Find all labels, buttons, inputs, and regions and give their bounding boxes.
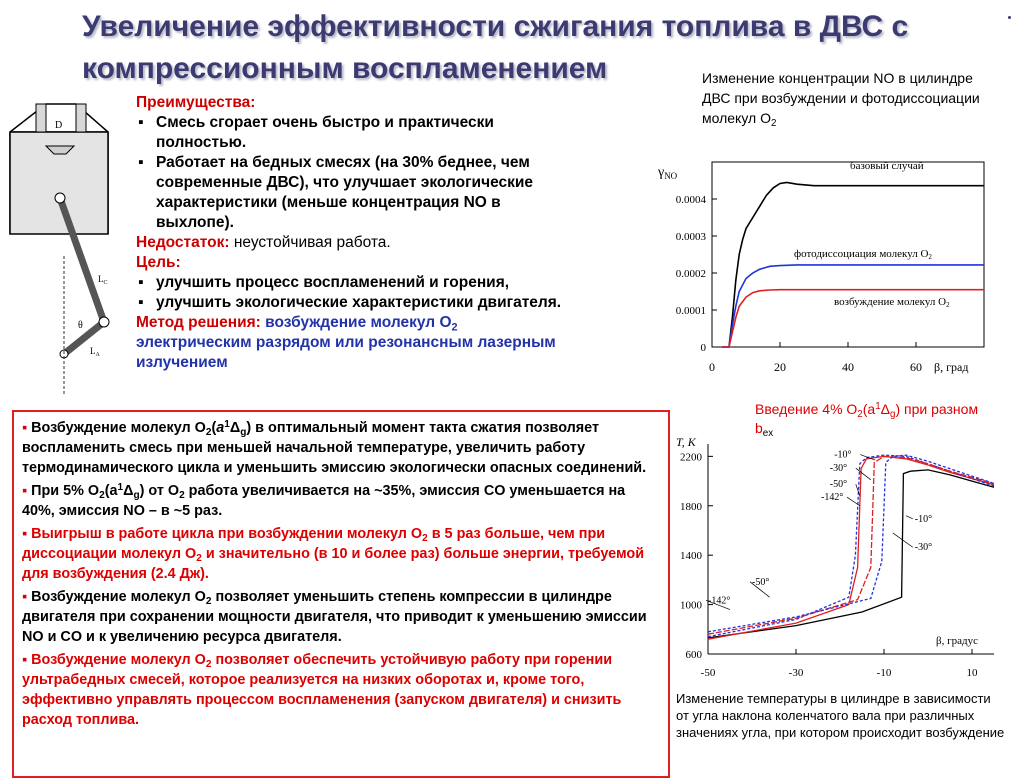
benefit-5: ▪ Возбуждение молекул $O_2$ позволяет обеспечить устойчивую работу при горении ультрабедных смесей, которое реализуется на низких оборотах и, кроме того, эффективно управлять процессом воспламенения (запуском двигателя) и снизить расход топлива. [22, 652, 622, 728]
annotation-label: -30° [829, 463, 848, 475]
benefit-2: ▪ При 5% $O_2(a^1\Delta_g)$ от $O_2$ работа увеличивается на ~35%, эмиссия CO уменьшается на 40%, эмиссия NO – в ~5 раз. [22, 481, 626, 519]
series-line [708, 456, 994, 639]
annotation-label: -30° [914, 542, 933, 554]
engine-schematic [2, 96, 132, 396]
annotation-label: -50° [752, 576, 770, 588]
label-d: D [55, 120, 63, 131]
x-tick-label: -10 [876, 667, 892, 679]
y-tick-label: 0.0001 [675, 305, 706, 317]
x-tick-label: 10 [966, 667, 978, 679]
decor-dot [1008, 16, 1011, 19]
y-tick-label: 0.0004 [675, 194, 706, 206]
series-line [708, 455, 994, 632]
y-axis-label: T, K [676, 435, 696, 449]
legend-label: базовый случай [850, 160, 924, 172]
drawback-text: неустойчивая работа. [229, 234, 391, 251]
series-line [708, 456, 994, 634]
crank-arm [64, 322, 104, 354]
exhaust-valve [76, 104, 86, 132]
x-axis-label: β, град [934, 360, 969, 374]
legend-label: фотодиссоциация молекул O2 [794, 248, 932, 261]
goal-label: Цель: [136, 254, 181, 271]
benefit-3: ▪ Выигрыш в работе цикла при возбуждении молекул $O_2$ в 5 раз больше, чем при диссоциации молекул $O_2$ и значительно (в 10 и более раз) больше энергии, требуемой для возбуждения (2.4 Дж). [22, 526, 645, 582]
advantages-list [136, 113, 576, 233]
y-axis-label: $\gamma_{NO}$ [658, 165, 678, 181]
series-line [708, 470, 994, 638]
benefit-1: ▪ Возбуждение молекул $O_2(a^1\Delta_g)$ в оптимальный момент такта сжатия позволяет воспламенить смесь при меньшей начальной температуре, увеличить работу термодинамического цикла и уменьшить эмиссию экологически опасных соединений. [22, 418, 647, 476]
y-tick-label: 1000 [680, 599, 702, 612]
y-tick-label: 2200 [680, 451, 702, 464]
x-tick-label: 0 [709, 360, 715, 374]
method-line [136, 313, 576, 373]
temperature-chart [664, 432, 1018, 680]
advantage-item: ▪ Работает на бедных смесях (на 30% беднее, чем современные ДВС), что улучшает экологические характеристики (меньше концентрация NO в выхлопе). [136, 153, 576, 233]
y-tick-label: 1800 [680, 500, 702, 513]
y-tick-label: 0 [700, 342, 706, 354]
drawback-line [136, 233, 576, 253]
annotation-label: -50° [829, 479, 848, 491]
annotation-label: -10° [834, 449, 852, 461]
legend-label: возбуждение молекул O2 [834, 296, 950, 309]
y-tick-label: 1400 [680, 550, 702, 563]
piston-pin [55, 193, 65, 203]
x-tick-label: -30 [788, 667, 804, 679]
o2-chart-caption: Введение 4% $O_2(a^1\Delta_g)$ при разном $b_{ex}$ [755, 401, 979, 439]
advantages-label: Преимущества: [136, 94, 256, 111]
annotation-label: -10° [914, 513, 933, 525]
x-axis-label: β, градус [936, 635, 978, 647]
no-concentration-chart [654, 152, 1004, 382]
goal-item: ▪ улучшить процесс воспламенений и горения, [136, 273, 576, 293]
intake-valve [36, 104, 46, 132]
series-line [708, 455, 994, 637]
no-chart-caption: Изменение концентрации NO в цилиндре ДВС при возбуждении и фотодиссоциации молекул $O_2$ [702, 70, 980, 129]
goals-list [136, 273, 576, 313]
benefit-4: ▪ Возбуждение молекул $O_2$ позволяет уменьшить степень компрессии в цилиндре двигателя при сохранении мощности двигателя, что приводит к уменьшению эмиссии NO и CO и к увеличению ресурса двигателя. [22, 589, 647, 645]
temperature-chart-caption: Изменение температуры в цилиндре в зависимости от угла наклона коленчатого вала при различных значениях угла, при котором происходит возбуждение [676, 691, 1005, 740]
goal-item: ▪ улучшить экологические характеристики двигателя. [136, 293, 576, 313]
method-text: возбуждение молекул $O_2$ электрическим разрядом или резонансным лазерным излучением [136, 314, 556, 371]
crank-pin [99, 317, 109, 327]
x-tick-label: 40 [842, 360, 854, 374]
annotation-label: -142° [821, 492, 844, 504]
page-title: Увеличение эффективности сжигания топлива в ДВС с компрессионным воспламенением [82, 10, 909, 85]
annotation-leader [856, 468, 871, 480]
drawback-label: Недостаток: [136, 234, 230, 251]
advantage-item: ▪ Смесь сгорает очень быстро и практически полностью. [136, 113, 576, 153]
y-tick-label: 600 [685, 649, 702, 661]
annotation-label: -142° [708, 595, 731, 607]
x-tick-label: -50 [700, 667, 716, 679]
advantages-block [136, 93, 576, 373]
y-tick-label: 0.0002 [675, 268, 706, 280]
annotation-leader [906, 516, 913, 519]
method-label: Метод решения: [136, 314, 261, 331]
benefits-box [12, 410, 670, 778]
y-tick-label: 0.0003 [675, 231, 706, 243]
x-tick-label: 60 [910, 360, 922, 374]
label-theta: θ [78, 320, 83, 331]
label-lc: $L_C$ [98, 274, 108, 286]
label-la: $L_A$ [90, 346, 100, 358]
x-tick-label: 20 [774, 360, 786, 374]
